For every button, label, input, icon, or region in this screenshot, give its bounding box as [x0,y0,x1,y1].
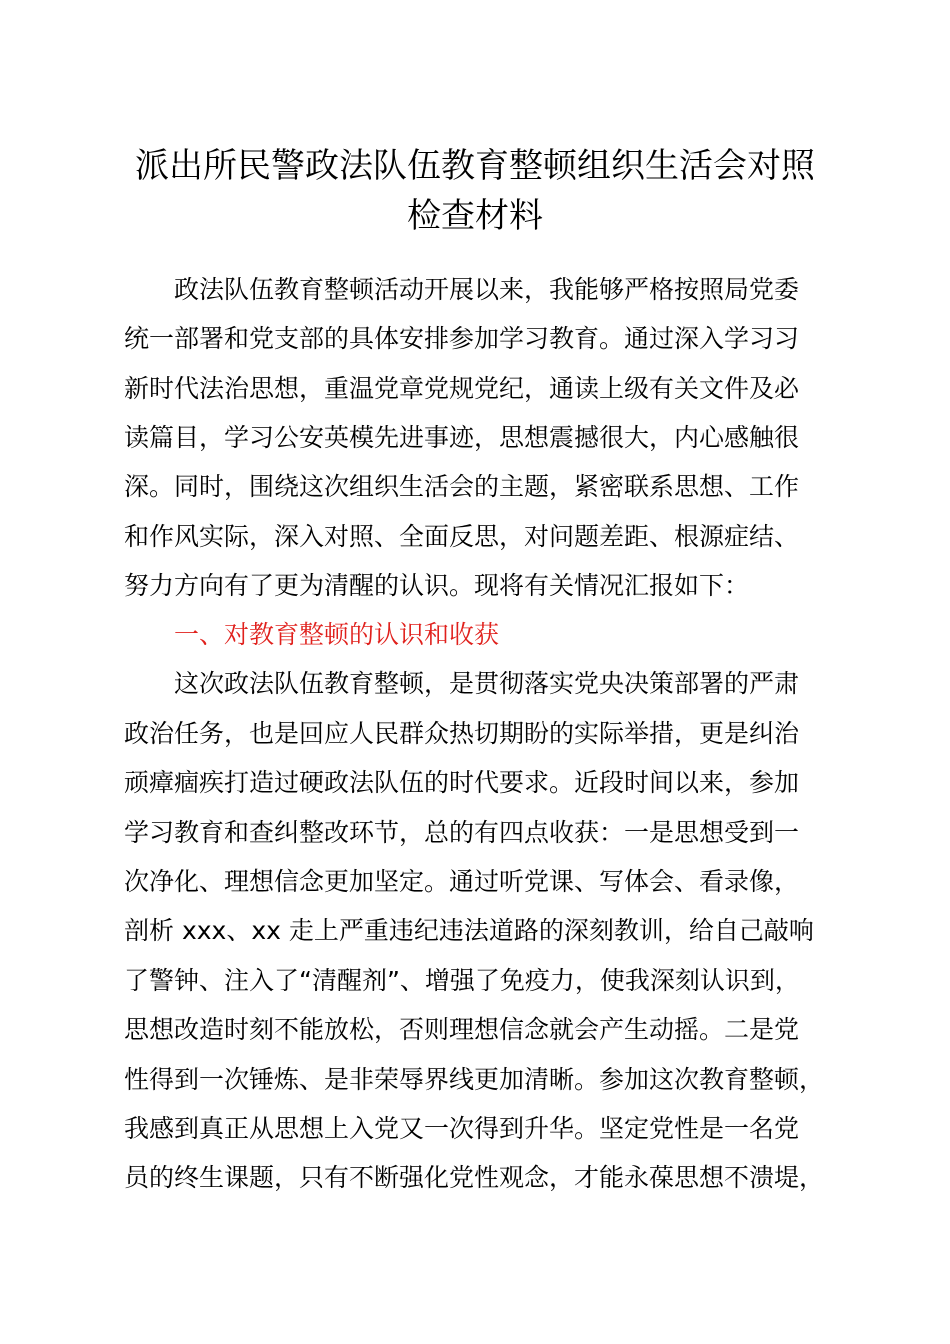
paragraph-line: 这次政法队伍教育整顿，是贯彻落实党央决策部署的严肃 [174,669,800,698]
paragraph-line: 顽瘴痼疾打造过硬政法队伍的时代要求。近段时间以来，参加 [124,768,800,797]
paragraph-line: 员的终生课题，只有不断强化党性观念，才能永葆思想不溃堤， [124,1163,825,1192]
paragraph-line: 努力方向有了更为清醒的认识。现将有关情况汇报如下： [124,571,750,600]
paragraph-line: 性得到一次锤炼、是非荣辱界线更加清晰。参加这次教育整顿， [124,1065,825,1094]
paragraph-line: 新时代法治思想，重温党章党规党纪，通读上级有关文件及必 [124,374,800,403]
document-title-line-2: 检查材料 [407,196,543,236]
document-title-line-1: 派出所民警政法队伍教育整顿组织生活会对照 [135,146,815,186]
paragraph-line: 深。同时，围绕这次组织生活会的主题，紧密联系思想、工作 [124,472,800,501]
paragraph-line: 统一部署和党支部的具体安排参加学习教育。通过深入学习习 [124,324,800,353]
paragraph-line: 剖析 xxx、xx 走上严重违纪违法道路的深刻教训，给自己敲响 [124,916,814,945]
paragraph-line: 思想改造时刻不能放松，否则理想信念就会产生动摇。二是党 [124,1015,800,1044]
paragraph-line: 和作风实际，深入对照、全面反思，对问题差距、根源症结、 [124,522,800,551]
paragraph-line: 我感到真正从思想上入党又一次得到升华。坚定党性是一名党 [124,1114,800,1143]
paragraph-line: 政法队伍教育整顿活动开展以来，我能够严格按照局党委 [174,275,800,304]
paragraph-line: 次净化、理想信念更加坚定。通过听党课、写体会、看录像， [124,867,800,896]
paragraph-line: 读篇目，学习公安英模先进事迹，思想震撼很大，内心感触很 [124,423,800,452]
paragraph-line: 政治任务，也是回应人民群众热切期盼的实际举措，更是纠治 [124,719,800,748]
section-heading: 一、对教育整顿的认识和收获 [174,620,500,649]
paragraph-line: 学习教育和查纠整改环节，总的有四点收获：一是思想受到一 [124,818,800,847]
paragraph-line: 了警钟、注入了“清醒剂”、增强了免疫力，使我深刻认识到， [124,966,800,995]
